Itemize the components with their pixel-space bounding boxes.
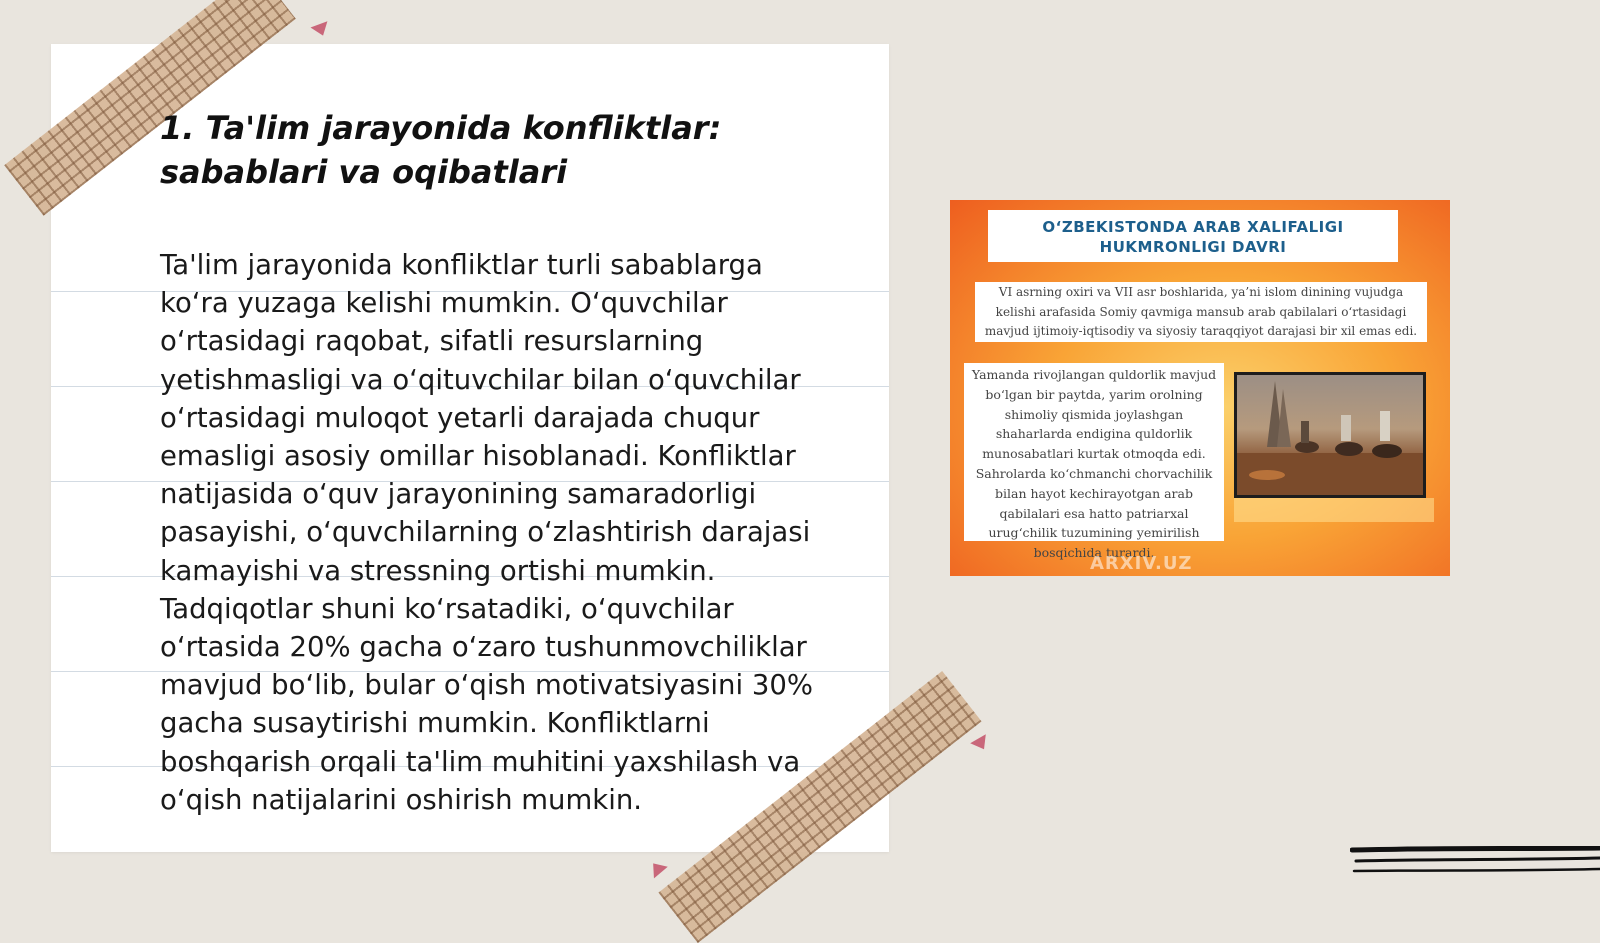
- caravan-illustration-svg: [1237, 375, 1423, 495]
- slide-image-title: O‘ZBEKISTONDA ARAB XALIFALIGI HUKMRONLIGI DAVRI: [988, 210, 1398, 262]
- tape-corner-mark: [970, 734, 992, 753]
- watermark-text: ARXIV.UZ: [1090, 553, 1193, 574]
- slide-image-paragraph-2: Yamanda rivojlangan quldorlik mavjud bo‘lgan bir paytda, yarim orolning shimoliy qismida joylashgan shaharlarda endigina quldorlik munosabatlari kurtak otmoqda edi. Sahrolarda ko‘chmanchi chorvachilik bilan hayot kechirayotgan arab qabilalari esa hatto patriarxal urug‘chilik tuzumining yemirilish bosqichida turardi.: [964, 363, 1224, 541]
- decorative-lines: [1350, 846, 1600, 886]
- slide-image-paragraph-1: VI asrning oxiri va VII asr boshlarida, ya’ni islom dinining vujudga kelishi arafasida Somiy qavmiga mansub arab qabilalari o‘rtasidagi mavjud ijtimoiy-iqtisodiy va siyosiy taraqqiyot darajasi bir xil emas edi.: [975, 282, 1427, 342]
- image-backdrop: [1234, 498, 1434, 522]
- page-title: 1. Ta'lim jarayonida konfliktlar: sabablari va oqibatlari: [160, 109, 722, 191]
- tape-corner-mark: [646, 858, 668, 879]
- caravan-illustration: [1234, 372, 1426, 498]
- body-paragraph: Ta'lim jarayonida konfliktlar turli sabablarga ko‘ra yuzaga kelishi mumkin. O‘quvchilar o‘rtasidagi raqobat, sifatli resurslarning yetishmasligi va o‘qituvchilar bilan o‘quvchilar o‘rtasidagi muloqot yetarli darajada chuqur emasligi asosiy omillar hisoblanadi. Konfliktlar natijasida o‘quv jarayonining samaradorligi pasayishi, o‘quvchilarning o‘zlashtirish darajasi kamayishi va stressning ortishi mumkin. Tadqiqotlar shuni ko‘rsatadiki, o‘quvchilar o‘rtasida 20% gacha o‘zaro tushunmovchiliklar mavjud bo‘lib, bular o‘qish motivatsiyasini 30% gacha susaytirishi mumkin. Konfliktlarni boshqarish orqali ta'lim muhitini yaxshilash va o‘qish natijalarini oshirish mumkin.: [160, 249, 813, 816]
- embedded-slide-image: [950, 200, 1450, 576]
- tape-corner-mark: [310, 21, 331, 38]
